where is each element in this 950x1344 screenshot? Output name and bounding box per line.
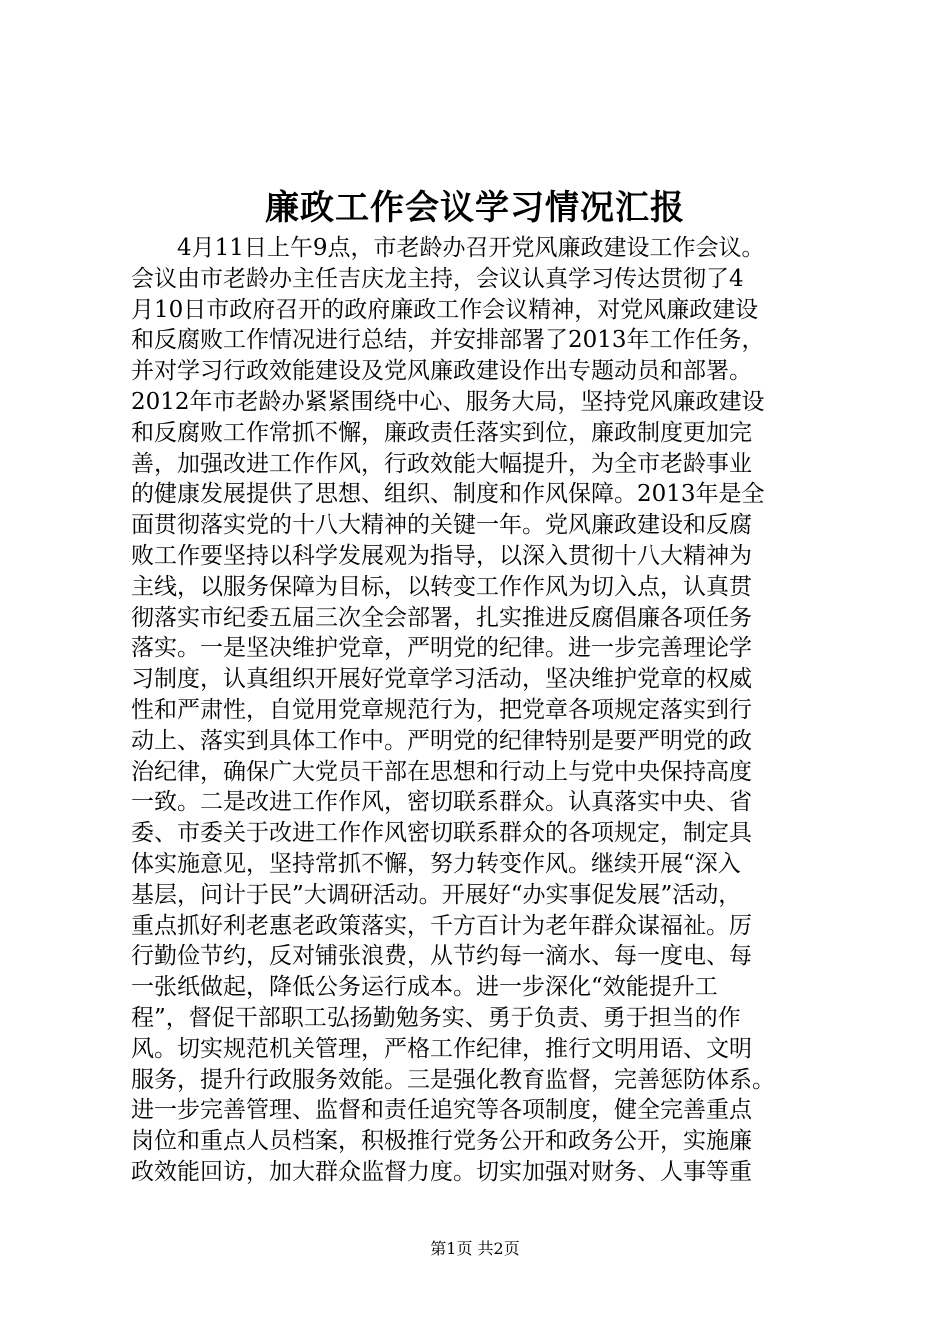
body-line: 落实。一是坚决维护党章，严明党的纪律。进一步完善理论学 <box>131 635 752 662</box>
document-body <box>131 233 851 1188</box>
document-title: 廉政工作会议学习情况汇报 <box>265 188 685 228</box>
body-line: 一张纸做起，降低公务运行成本。进一步深化“效能提升工 <box>131 974 718 1001</box>
body-line: 面贯彻落实党的十八大精神的关键一年。党风廉政建设和反腐 <box>131 512 752 539</box>
body-line: 基层，问计于民”大调研活动。开展好“办实事促发展”活动， <box>131 881 742 908</box>
body-line: 2012年市老龄办紧紧围绕中心、服务大局，坚持党风廉政建设 <box>131 388 765 415</box>
body-line: 重点抓好利老惠老政策落实，千方百计为老年群众谋福祉。厉 <box>131 912 752 939</box>
body-line: 委、市委关于改进工作作风密切联系群众的各项规定，制定具 <box>131 820 752 847</box>
body-line: 体实施意见，坚持常抓不懈，努力转变作风。继续开展“深入 <box>131 850 741 877</box>
body-line: 行勤俭节约，反对铺张浪费，从节约每一滴水、每一度电、每 <box>131 943 752 970</box>
body-line: 政效能回访，加大群众监督力度。切实加强对财务、人事等重 <box>131 1158 752 1185</box>
body-line: 进一步完善管理、监督和责任追究等各项制度，健全完善重点 <box>131 1097 752 1124</box>
body-line: 习制度，认真组织开展好党章学习活动，坚决维护党章的权威 <box>131 666 752 693</box>
body-line: 的健康发展提供了思想、组织、制度和作风保障。2013年是全 <box>131 481 765 508</box>
body-line: 和反腐败工作情况进行总结，并安排部署了2013年工作任务， <box>131 327 765 354</box>
body-line: 4月11日上午9点，市老龄办召开党风廉政建设工作会议。 <box>131 235 765 261</box>
body-line: 善，加强改进工作作风，行政效能大幅提升，为全市老龄事业 <box>131 450 752 477</box>
body-line: 风。切实规范机关管理，严格工作纪律，推行文明用语、文明 <box>131 1035 752 1062</box>
body-line: 服务，提升行政服务效能。三是强化教育监督，完善惩防体系。 <box>131 1066 775 1093</box>
body-line: 程”，督促干部职工弘扬勤勉务实、勇于负责、勇于担当的作 <box>131 1004 741 1031</box>
body-line: 性和严肃性，自觉用党章规范行为，把党章各项规定落实到行 <box>131 696 752 723</box>
body-line: 主线，以服务保障为目标，以转变工作作风为切入点，认真贯 <box>131 573 752 600</box>
body-line: 治纪律，确保广大党员干部在思想和行动上与党中央保持高度 <box>131 758 752 785</box>
body-line: 和反腐败工作常抓不懈，廉政责任落实到位，廉政制度更加完 <box>131 419 752 446</box>
body-line: 月10日市政府召开的政府廉政工作会议精神，对党风廉政建设 <box>131 296 759 323</box>
body-line: 动上、落实到具体工作中。严明党的纪律特别是要严明党的政 <box>131 727 752 754</box>
body-line: 并对学习行政效能建设及党风廉政建设作出专题动员和部署。 <box>131 358 752 385</box>
body-line: 败工作要坚持以科学发展观为指导，以深入贯彻十八大精神为 <box>131 542 752 569</box>
body-line: 岗位和重点人员档案，积极推行党务公开和政务公开，实施廉 <box>131 1128 752 1155</box>
page-footer: 第1页 共2页 <box>430 1239 520 1258</box>
body-line: 彻落实市纪委五届三次全会部署，扎实推进反腐倡廉各项任务 <box>131 604 752 631</box>
body-line: 会议由市老龄办主任吉庆龙主持，会议认真学习传达贯彻了4 <box>131 265 744 292</box>
body-line: 一致。二是改进工作作风，密切联系群众。认真落实中央、省 <box>131 789 752 816</box>
